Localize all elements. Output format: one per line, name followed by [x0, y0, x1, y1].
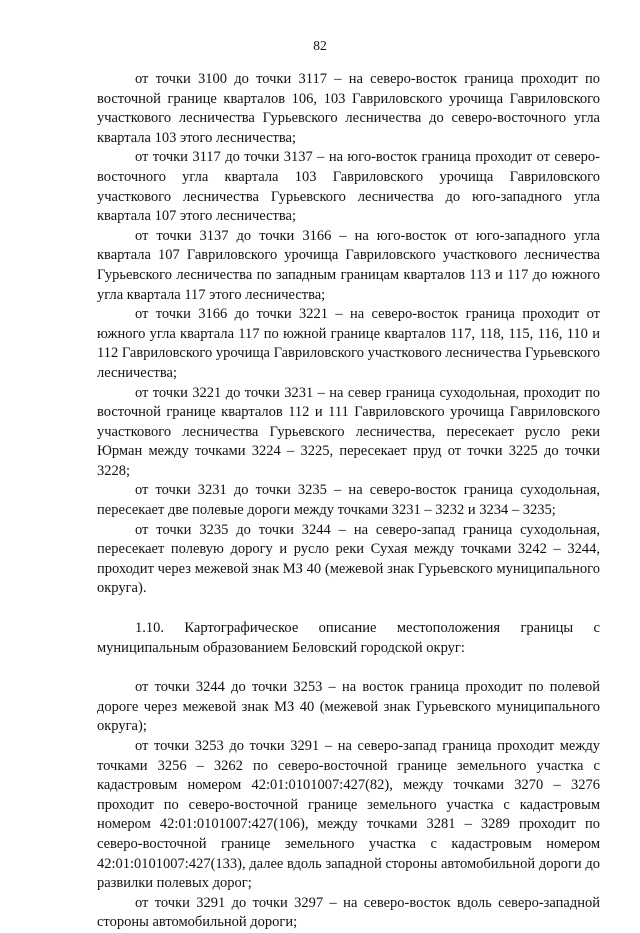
boundary-paragraph: от точки 3291 до точки 3297 – на северо-восток вдоль северо-западной стороны автомобильной дороги; — [97, 894, 600, 931]
boundary-paragraph: от точки 3235 до точки 3244 – на северо-запад граница суходольная, пересекает полевую дорогу и русло реки Сухая между точками 3242 – 3244, проходит через межевой знак МЗ 40 (межевой знак Гурьевского муниципального округа). — [97, 521, 600, 597]
boundary-paragraph: от точки 3253 до точки 3291 – на северо-запад граница проходит между точками 3256 – 3262 по северо-восточной границе земельного участка с кадастровым номером 42:01:0101007:427(82), между точками 3270 – 3276 проходит по северо-восточной границе земельного участка с кадастровым номером 42:01:0101007:427(106), между точками 3281 – 3289 проходит по северо-восточной границе земельного участка с кадастровым номером 42:01:0101007:427(133), далее вдоль западной стороны автомобильной дороги до развилки полевых дорог; — [97, 738, 600, 892]
boundary-paragraph: от точки 3231 до точки 3235 – на северо-восток граница суходольная, пересекает две полевые дороги между точками 3231 – 3232 и 3234 – 3235; — [97, 482, 600, 519]
document-body — [97, 70, 600, 933]
boundary-paragraph: от точки 3244 до точки 3253 – на восток граница проходит по полевой дороге через межевой знак МЗ 40 (межевой знак Гурьевского муниципального округа); — [97, 679, 600, 735]
page-number: 82 — [313, 38, 327, 53]
section-heading: 1.10. Картографическое описание местоположения границы с муниципальным образованием Беловский городской округ: — [97, 620, 600, 656]
boundary-paragraph: от точки 3166 до точки 3221 – на северо-восток граница проходит от южного угла квартала 117 по южной границе кварталов 117, 118, 115, 116, 110 и 112 Гавриловского урочища Гавриловского участкового лесничества Гурьевского лесничества; — [97, 306, 600, 381]
boundary-paragraph: от точки 3117 до точки 3137 – на юго-восток граница проходит от северо-восточного угла квартала 103 Гавриловского урочища Гавриловского участкового лесничества Гурьевского лесничества до юго-западного угла квартала 107 этого лесничества; — [97, 149, 600, 225]
boundary-paragraph: от точки 3221 до точки 3231 – на север граница суходольная, проходит по восточной границе кварталов 112 и 111 Гавриловского урочища Гавриловского участкового лесничества Гурьевского лесничества, пересекает русло реки Юрман между точками 3224 – 3225, пересекает пруд от точки 3225 до точки 3228; — [97, 384, 600, 479]
boundary-paragraph: от точки 3137 до точки 3166 – на юго-восток от юго-западного угла квартала 107 Гавриловского урочища Гавриловского участкового лесничества Гурьевского лесничества по западным границам кварталов 113 и 117 до южного угла квартала 117 этого лесничества; — [97, 227, 600, 303]
boundary-paragraph: от точки 3100 до точки 3117 – на северо-восток граница проходит по восточной границе кварталов 106, 103 Гавриловского урочища Гавриловского участкового лесничества Гурьевского лесничества до северо-восточного угла квартала 103 этого лесничества; — [97, 71, 600, 146]
